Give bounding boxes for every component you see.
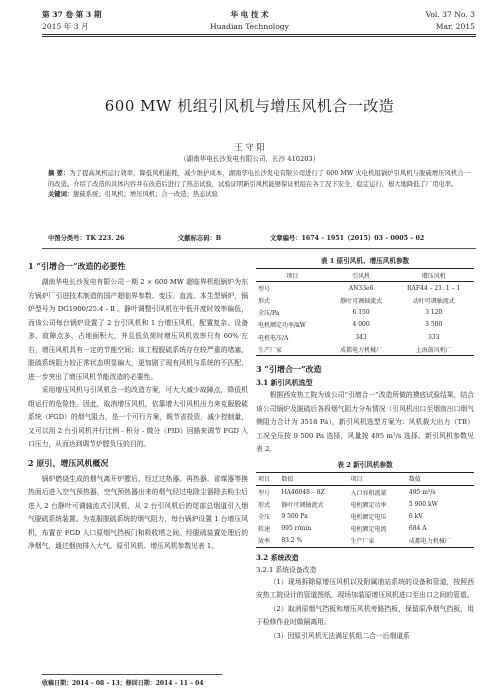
journal-date-en: Mar. 2015 xyxy=(435,22,475,31)
received-date: 收稿日期：2014 – 08 – 13；修回日期：2014 – 11 – 04 xyxy=(42,680,204,687)
table-row: 效率 83.2 % 生产厂家 成都电力机械厂 xyxy=(258,537,451,546)
section-2-heading: 2 原引、增压风机概况 xyxy=(28,457,109,468)
abstract-label: 摘 要： xyxy=(48,170,70,177)
table-2-header: 数值 xyxy=(281,476,294,484)
table-row: 型号 HA46048 – 8Z 入口容积流量 495 m³/s xyxy=(258,488,436,497)
table-2-header: 项目 xyxy=(350,476,363,484)
section-1-paragraph-1: 湖南华电长沙发电有限公司一期 2 × 600 MW 超临界机组锅炉为东方锅炉厂引进技术制造的国产超临界参数、变压、直流、本生型锅炉，锅炉型号为 DG1900/25.4 - Ⅱ 。静叶调整引风机在中低开度时效率偏低，而该公司每台锅炉设置了 2 台引风机和 1 台增压风机，配置复杂、设备多、故障点多、占地面积大，并且低负荷时增压风机效率只有 60% 左右，增压风机具有一定的节能空间；该工程脱硫系统存在较严重的堵塞，脱硫系统阻力较正常状态明显偏大，更加剧了现有风机与系统的不匹配，进一步突出了增压风机节能改造的必要性。 xyxy=(28,278,248,381)
section-1-paragraph-2: 采用增压风机与引风机合一的改造方案，可大大减少故障点，降低机组运行的危险性。因此，取消增压风机，依靠增大引风机出力来克服脱硫系统（FGD）的烟气阻力，是一个可行方案，既节省投资，减少控制量，又可以用 2 台引风机并行比例 - 积分 - 微分（PID）回路来调节 FGD 入口压力，从而达到调节炉膛负压的目的。 xyxy=(28,386,248,448)
table-2-header: 项目 xyxy=(258,476,271,484)
table-row: 生产厂家 成都电力机械厂 上海鼓风机厂 xyxy=(258,346,452,354)
section-3-1-paragraph: 根据西安热工院为该公司“引增合一”改造所做的摸底试验结果，结合该公司锅炉及脱硫后各段烟气阻力分布情况（引风机出口至烟囱出口烟气侧阻力合计为 3518 Pa），新引风机选型方案为：风机裁大出力（TB）工况全压按 9 500 Pa 选择，风量按 495 m³/s 选择。新引风机参数见表 2。 xyxy=(256,391,474,454)
table-1-header: 增压风机 xyxy=(421,272,446,280)
table-1 xyxy=(256,268,474,356)
header-rule-2 xyxy=(42,36,476,37)
table-1-header: 引风机 xyxy=(352,272,371,280)
section-3-2-1-heading: 3.2.1 系统设备改造 xyxy=(256,565,317,574)
journal-date-cn: 2015 年 3 月 xyxy=(42,22,89,31)
table-row: 全压/Pa 6 150 3 120 xyxy=(258,309,443,318)
table-row: 形式 静叶可调轴流式 动叶可调轴流式 xyxy=(258,297,455,305)
journal-name-cn: 华 电 技 术 xyxy=(230,10,269,19)
table-row: 电机电压/A 343 333 xyxy=(258,333,440,342)
table-1-caption: 表 1 原引风机、增压风机参数 xyxy=(320,257,410,265)
table-2-caption: 表 2 新引风机参数 xyxy=(337,460,393,469)
section-3-2-1-paragraph-3: （3）因原引风机无法满足机组二合一后烟道系 xyxy=(269,631,410,640)
keywords: 脱硫系统；引风机；增压风机；合一改造；热态试验 xyxy=(73,191,219,199)
affiliation: （湖南华电长沙发电有限公司，长沙 410203） xyxy=(179,155,320,163)
abstract-rule xyxy=(42,248,476,249)
section-3-heading: 3 “引增合一”改造 xyxy=(256,364,322,375)
keywords-label: 关键词： xyxy=(48,191,74,199)
table-row: 全压 9 500 Pa 电机额定电压 6 kV xyxy=(258,512,423,521)
document-code: 文献标志码：B xyxy=(178,235,222,242)
journal-volume-en: Vol. 37 No. 3 xyxy=(425,10,475,19)
abstract xyxy=(48,169,470,201)
right-column xyxy=(256,255,474,643)
section-3-2-1-paragraph-2: （2）取消原烟气挡板和增压风机旁路挡板，保留原净烟气挡板，用于检修作业时做隔离用。 xyxy=(256,604,474,627)
table-row: 转速 995 r/min 电机额定电流 684 A xyxy=(258,525,427,534)
section-3-1-heading: 3.1 新引风机选型 xyxy=(256,378,313,388)
section-2-paragraph-1: 锅炉燃烧生成的烟气离开炉膛后，经过过热器、再热器、省煤器等换热面后进入空气预热器，空气预热器出来的烟气经过电除尘器除去粉尘后进入 2 台静叶可调轴流式引风机，从 2 台引风机后的尾部总烟道引入烟气脱硫系统装置。为克服脱硫系统的烟气阻力，每台锅炉设置 1 台增压风机，布置在 FGD 入口原烟气挡板门和吸收塔之间。经脱硫装置处理后的净烟气，通过烟囱排入大气。原引风机、增压风机参数见表 1。 xyxy=(28,474,248,550)
author: 王 守 阳 xyxy=(234,142,265,152)
header-rule xyxy=(42,34,476,35)
table-1-header: 项目 xyxy=(286,272,299,280)
table-row: 型号 AN33e6 RAF44 – 21. 1 – 1 xyxy=(258,284,461,293)
section-3-2-heading: 3.2 系统改造 xyxy=(256,552,299,562)
abstract-text: 为了提高风机运行效率，降低风机能耗，减少维护成本，湖南华电长沙发电有限公司进行了 600 MW 火电机组锅炉引风机与脱硫增压风机合一的改造。介绍了改造的具体内容并在改造后进行了热态试验，试验证明新引风机能够保证机组在各工况下安全、稳定运行，根大地降低了厂用电率。 xyxy=(48,170,470,188)
table-row: 形式 静叶可调轴流式 电机额定功率 5 900 kW xyxy=(258,500,438,509)
table-2 xyxy=(256,472,474,548)
table-2-header: 数值 xyxy=(408,476,421,484)
clc-number: 中图分类号：TK 223. 26 xyxy=(48,235,125,242)
table-row: 电机额定功率/kW 4 000 3 500 xyxy=(258,321,443,330)
section-1-heading: 1 “引增合一”改造的必要性 xyxy=(28,261,126,271)
section-3-2-1-paragraph-1: （1）现场拆除原增压风机以及附属油站系统的设备和管道，按照西安热工院设计的管道图纸，现场加装原增压风机进口至出口之间的管道。 xyxy=(256,577,474,600)
footnote-rule xyxy=(42,674,222,675)
journal-volume-cn: 第 37 卷 第 3 期 xyxy=(42,10,102,19)
article-number: 文章编号：1674 – 1951（2015）03 – 0005 – 02 xyxy=(270,235,425,242)
paper-title: 600 MW 机组引风机与增压风机合一改造 xyxy=(104,97,395,115)
journal-name-en: Huadian Technology xyxy=(210,22,289,31)
left-column xyxy=(28,255,248,554)
